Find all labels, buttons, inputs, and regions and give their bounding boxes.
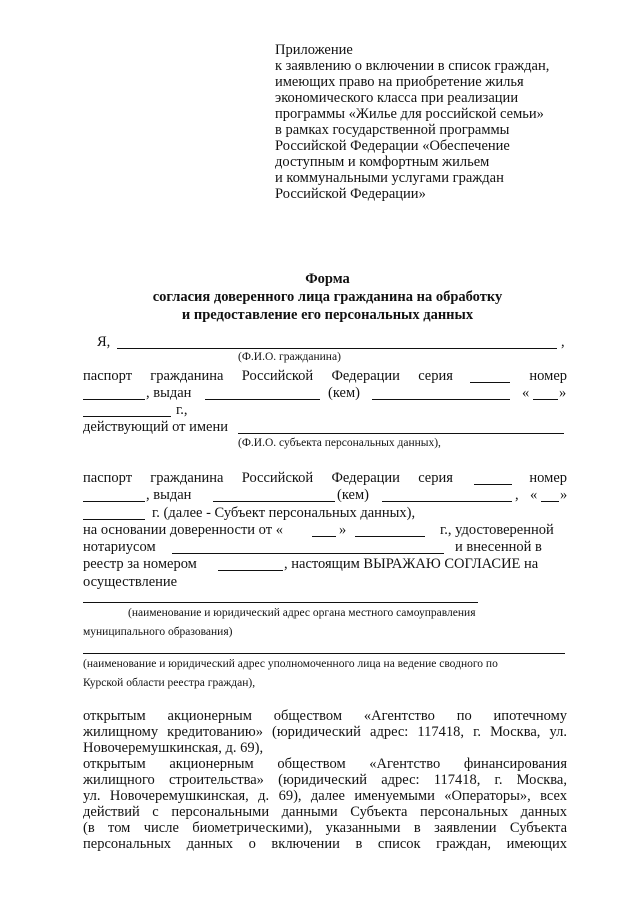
body-line: открытым акционерным обществом «Агентство финансирования	[83, 756, 567, 772]
org2-hint-line1: (наименование и юридический адрес уполномоченного лица на ведение сводного по	[83, 658, 498, 670]
org1-hint-line2: муниципального образования)	[83, 626, 233, 638]
appendix-line: к заявлению о включении в список граждан,	[275, 58, 550, 74]
label-year: г.,	[176, 402, 188, 418]
label-notary: нотариусом	[83, 539, 156, 555]
body-line: открытым акционерным обществом «Агентство по ипотечному	[83, 708, 567, 724]
form-title	[80, 270, 575, 324]
org2-hint-line2: Курской области реестра граждан),	[83, 677, 256, 689]
label-subject-kem: (кем)	[337, 487, 369, 503]
title-line-3: и предоставление его персональных данных	[181, 307, 474, 323]
body-line: жилищному кредитованию» (юридический адрес: 117418, г. Москва, ул.	[83, 724, 567, 740]
issue-date-field[interactable]	[83, 416, 171, 417]
citizen-name-field[interactable]	[117, 348, 557, 349]
date-open: «	[522, 385, 530, 401]
subject-date-close: »	[560, 487, 568, 503]
body-line: Новочеремушкинская, д. 69),	[83, 740, 264, 756]
title-line-1: Форма	[305, 271, 350, 287]
subject-name-field[interactable]	[238, 433, 564, 434]
label-issued: , выдан	[146, 385, 192, 401]
proxy-month-field[interactable]	[355, 536, 425, 537]
org2-field[interactable]	[83, 653, 565, 654]
appendix-block	[275, 42, 549, 202]
body-line: жилищного строительства» (юридический адрес: 117418, г. Москва,	[83, 772, 567, 788]
subject-series-field[interactable]	[474, 484, 512, 485]
appendix-line: Приложение	[275, 42, 353, 58]
body-line: действий с персональными данными Субъекта персональных данных	[83, 804, 567, 820]
proxy-day-field[interactable]	[312, 536, 336, 537]
fio-subject-hint: (Ф.И.О. субъекта персональных данных),	[238, 437, 441, 449]
fio-citizen-hint: (Ф.И.О. гражданина)	[238, 351, 341, 363]
appendix-line: и коммунальными услугами граждан	[275, 170, 504, 186]
label-entered: и внесенной в	[455, 539, 542, 555]
date-close: »	[559, 385, 567, 401]
label-kem: (кем)	[328, 385, 360, 401]
label-subject-issued: , выдан	[146, 487, 192, 503]
proxy-close: »	[339, 522, 347, 538]
appendix-line: доступным и комфортным жильем	[275, 154, 490, 170]
label-ya: Я,	[97, 334, 111, 350]
issued-by-field[interactable]	[205, 399, 320, 400]
body-text	[83, 708, 567, 852]
appendix-line: в рамках государственной программы	[275, 122, 510, 138]
label-acting: действующий от имени	[83, 419, 228, 435]
subject-issued-by-field[interactable]	[213, 501, 335, 502]
subject-passport-line: паспорт гражданина Российской Федерации серия номер	[83, 470, 568, 486]
registry-number-field[interactable]	[218, 570, 283, 571]
label-registry: реестр за номером	[83, 556, 197, 572]
org1-field[interactable]	[83, 602, 478, 603]
subject-date-open: «	[530, 487, 538, 503]
appendix-line: Российской Федерации»	[275, 186, 426, 202]
appendix-line: программы «Жилье для российской семьи»	[275, 106, 544, 122]
subject-day-field[interactable]	[541, 501, 559, 502]
issued-by-field-2[interactable]	[372, 399, 510, 400]
issue-day-field[interactable]	[533, 399, 558, 400]
subject-issued-by-field-2[interactable]	[382, 501, 512, 502]
notary-name-field[interactable]	[172, 553, 444, 554]
passport-line: паспорт гражданина Российской Федерации серия номер	[83, 368, 568, 384]
label-subject-year: г. (далее - Субъект персональных данных),	[152, 505, 416, 521]
appendix-line: Российской Федерации «Обеспечение	[275, 138, 510, 154]
title-line-2: согласия доверенного лица гражданина на обработку	[152, 289, 503, 305]
appendix-line: имеющих право на приобретение жилья	[275, 74, 524, 90]
passport-series-field[interactable]	[470, 382, 510, 383]
body-line: (в том числе биометрическими), указанными в заявлении Субъекта	[83, 820, 567, 836]
label-subject-comma: ,	[515, 487, 519, 503]
subject-date-field[interactable]	[83, 519, 145, 520]
subject-number-field[interactable]	[83, 501, 145, 502]
org1-hint-line1: (наименование и юридический адрес органа местного самоуправления	[128, 607, 476, 619]
label-consent: , настоящим ВЫРАЖАЮ СОГЛАСИЕ на	[284, 556, 539, 572]
body-line: ул. Новочеремушкинская, д. 69), далее именуемыми «Операторы», всех	[83, 788, 567, 804]
label-proxy: на основании доверенности от «	[83, 522, 283, 538]
label-proxy-tail: г., удостоверенной	[440, 522, 554, 538]
appendix-line: экономического класса при реализации	[275, 90, 519, 106]
body-line: персональных данных о включении в список граждан, имеющих	[83, 836, 567, 852]
label-implementation: осуществление	[83, 574, 178, 590]
passport-number-field[interactable]	[83, 399, 145, 400]
comma: ,	[561, 334, 565, 350]
